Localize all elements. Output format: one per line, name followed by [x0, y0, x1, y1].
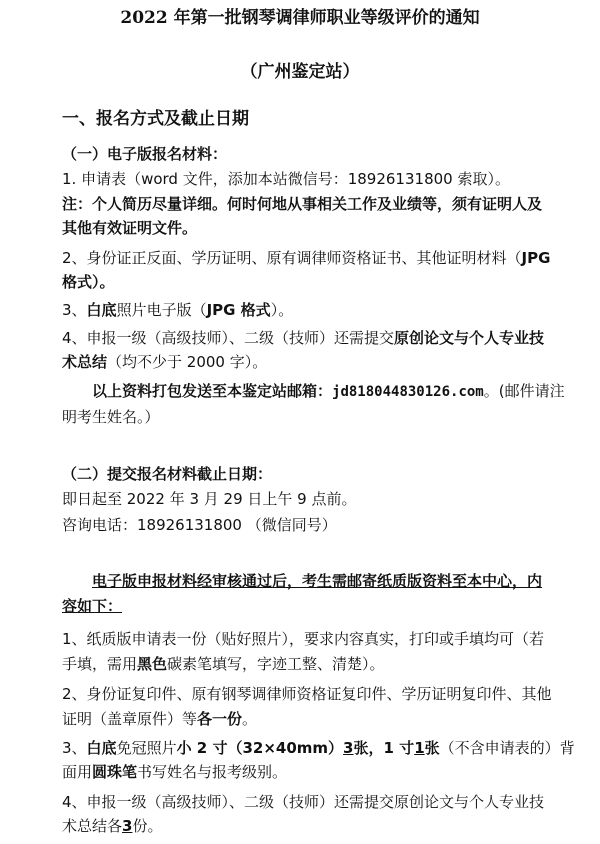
- item3-line: [62, 300, 293, 320]
- section2-heading-line1: 电子版申报材料经审核通过后，考生需邮寄纸质版资料至本中心，内: [92, 572, 543, 590]
- p2-text-a: 证明（盖章原件）等: [62, 710, 198, 728]
- p3-unit-b: 张: [424, 739, 440, 757]
- p3-comma: ，: [368, 739, 384, 757]
- p3-white-bg: 白底: [86, 739, 117, 757]
- p3-text-c: 书写姓名与报考级别。: [137, 763, 288, 781]
- p4-line1: 4、申报一级（高级技师）、二级（技师）还需提交原创论文与个人专业技: [62, 793, 545, 811]
- p3-count-1: 1: [414, 739, 425, 757]
- note-line1: 注：个人简历尽量详细。何时何地从事相关工作及业绩等，须有证明人及: [62, 195, 543, 213]
- p3-photo: 免冠照片: [116, 739, 177, 757]
- p3-size-2in: 小 2 寸（32×40mm）: [176, 739, 344, 757]
- p2-each-one: 各一份: [197, 710, 243, 728]
- p3-ballpen: 圆珠笔: [92, 763, 138, 781]
- email-address[interactable]: jd818044830126.com: [332, 384, 484, 400]
- p2-text-c: 。: [242, 710, 258, 728]
- p3-text-end: （不含申请表的）背: [439, 739, 575, 757]
- p3-number: 3、: [62, 739, 87, 757]
- item4-line1: [62, 328, 544, 348]
- email-note: 。(邮件请注: [483, 382, 565, 400]
- p3-size-1in: 1 寸: [383, 739, 415, 757]
- p3-count-3: 3: [343, 739, 354, 757]
- section2-heading-line2: 容如下：: [62, 597, 123, 615]
- item2-line2: 格式）。: [62, 273, 115, 291]
- section1-heading: 一、报名方式及截止日期: [62, 109, 249, 129]
- p4-text-c: 份。: [132, 817, 163, 835]
- p4-line2: [62, 816, 162, 836]
- p3-line2: [62, 762, 287, 782]
- document-title: 2022 年第一批钢琴调律师职业等级评价的通知: [120, 8, 480, 28]
- item3-format: JPG 格式: [206, 301, 271, 319]
- sub1-heading: （一）电子版报名材料：: [62, 145, 228, 163]
- note-line2: 其他有效证明文件。: [62, 219, 198, 237]
- item3-close: ）。: [270, 301, 294, 319]
- p2-line2: [62, 709, 257, 729]
- item4-text: 4、申报一级（高级技师）、二级（技师）还需提交: [62, 329, 395, 347]
- email-intro: 以上资料打包发送至本鉴定站邮箱：: [92, 382, 333, 400]
- sub2-heading: （二）提交报名材料截止日期：: [62, 465, 273, 483]
- p1-text-a: 手填，需用: [62, 655, 138, 673]
- email-line2: 明考生姓名。）: [62, 408, 160, 426]
- item2-jpg: JPG: [521, 249, 551, 267]
- item3-white-bg: 白底: [86, 301, 117, 319]
- item4-summary: 术总结: [62, 353, 108, 371]
- phone-text: 咨询电话：18926131800 （微信同号）: [62, 516, 337, 534]
- item4-bold: 原创论文与个人专业技: [394, 329, 545, 347]
- p4-count: 3: [122, 817, 133, 835]
- p3-line1: [62, 738, 575, 758]
- document-subtitle: （广州鉴定站）: [240, 62, 360, 82]
- item4-line2: [62, 352, 267, 372]
- item1-text: 1. 申请表（word 文件，添加本站微信号：18926131800 索取）。: [62, 170, 510, 188]
- item3-photo: 照片电子版（: [116, 301, 207, 319]
- item2-text: 2、身份证正反面、学历证明、原有调律师资格证书、其他证明材料（: [62, 249, 522, 267]
- p3-text-b: 面用: [62, 763, 93, 781]
- p1-line1: 1、纸质版申请表一份（贴好照片），要求内容真实，打印或手填均可（若: [62, 630, 545, 648]
- p1-black: 黑色: [137, 655, 168, 673]
- p1-text-c: 碳素笔填写，字迹工整、清楚）。: [167, 655, 385, 673]
- item3-number: 3、: [62, 301, 87, 319]
- item4-wordcount: （均不少于 2000 字）。: [107, 353, 268, 371]
- item2-line1: [62, 248, 550, 268]
- p1-line2: [62, 654, 385, 674]
- p4-text-a: 术总结各: [62, 817, 123, 835]
- deadline-text: 即日起至 2022 年 3 月 29 日上午 9 点前。: [62, 490, 357, 508]
- p2-line1: 2、身份证复印件、原有钢琴调律师资格证复印件、学历证明复印件、其他: [62, 685, 552, 703]
- email-line1: [92, 381, 565, 402]
- p3-unit-a: 张: [353, 739, 369, 757]
